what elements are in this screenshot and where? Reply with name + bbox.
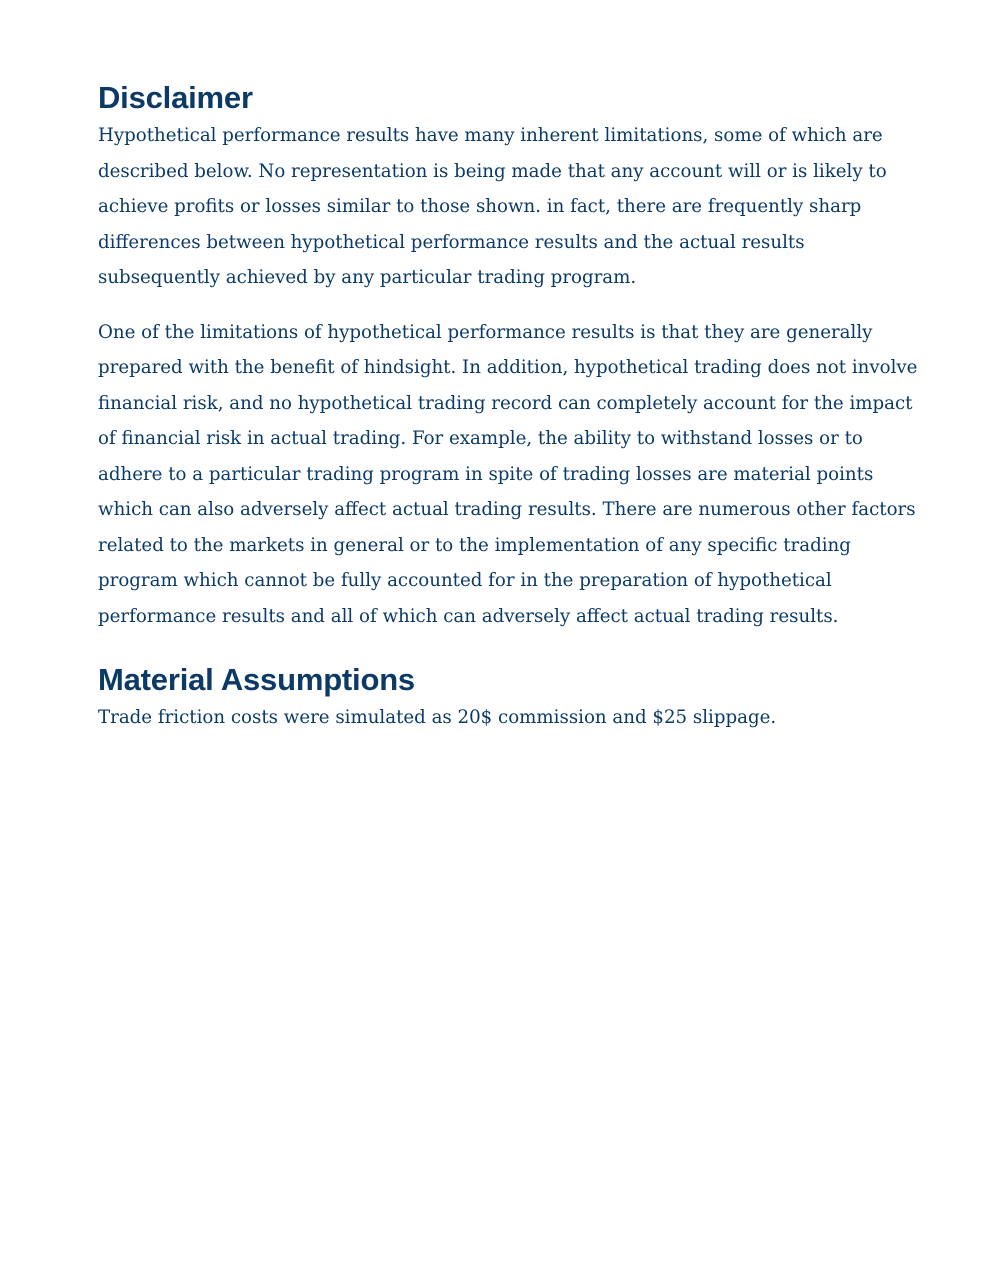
disclaimer-heading: Disclaimer bbox=[98, 80, 253, 115]
material-assumptions-section bbox=[98, 660, 920, 736]
material-assumptions-heading: Material Assumptions bbox=[98, 662, 415, 697]
disclaimer-paragraph-1: Hypothetical performance results have many inherent limitations, some of which are described below. No representation is being made that any account will or is likely to achieve profits or losses similar to those shown. in fact, there are frequently sharp differences between hypothetical performance results and the actual results subsequently achieved by any particular trading program. bbox=[98, 125, 887, 288]
disclaimer-section bbox=[98, 78, 920, 634]
disclaimer-paragraph-2: One of the limitations of hypothetical performance results is that they are generally prepared with the benefit of hindsight. In addition, hypothetical trading does not involve financial risk, and no hypothetical trading record can completely account for the impact of financial risk in actual trading. For example, the ability to withstand losses or to adhere to a particular trading program in spite of trading losses are material points which can also adversely affect actual trading results. There are numerous other factors related to the markets in general or to the implementation of any specific trading program which cannot be fully accounted for in the preparation of hypothetical performance results and all of which can adversely affect actual trading results. bbox=[98, 321, 918, 627]
material-assumptions-paragraph: Trade friction costs were simulated as 20$ commission and $25 slippage. bbox=[98, 707, 777, 728]
document-page bbox=[98, 78, 920, 736]
